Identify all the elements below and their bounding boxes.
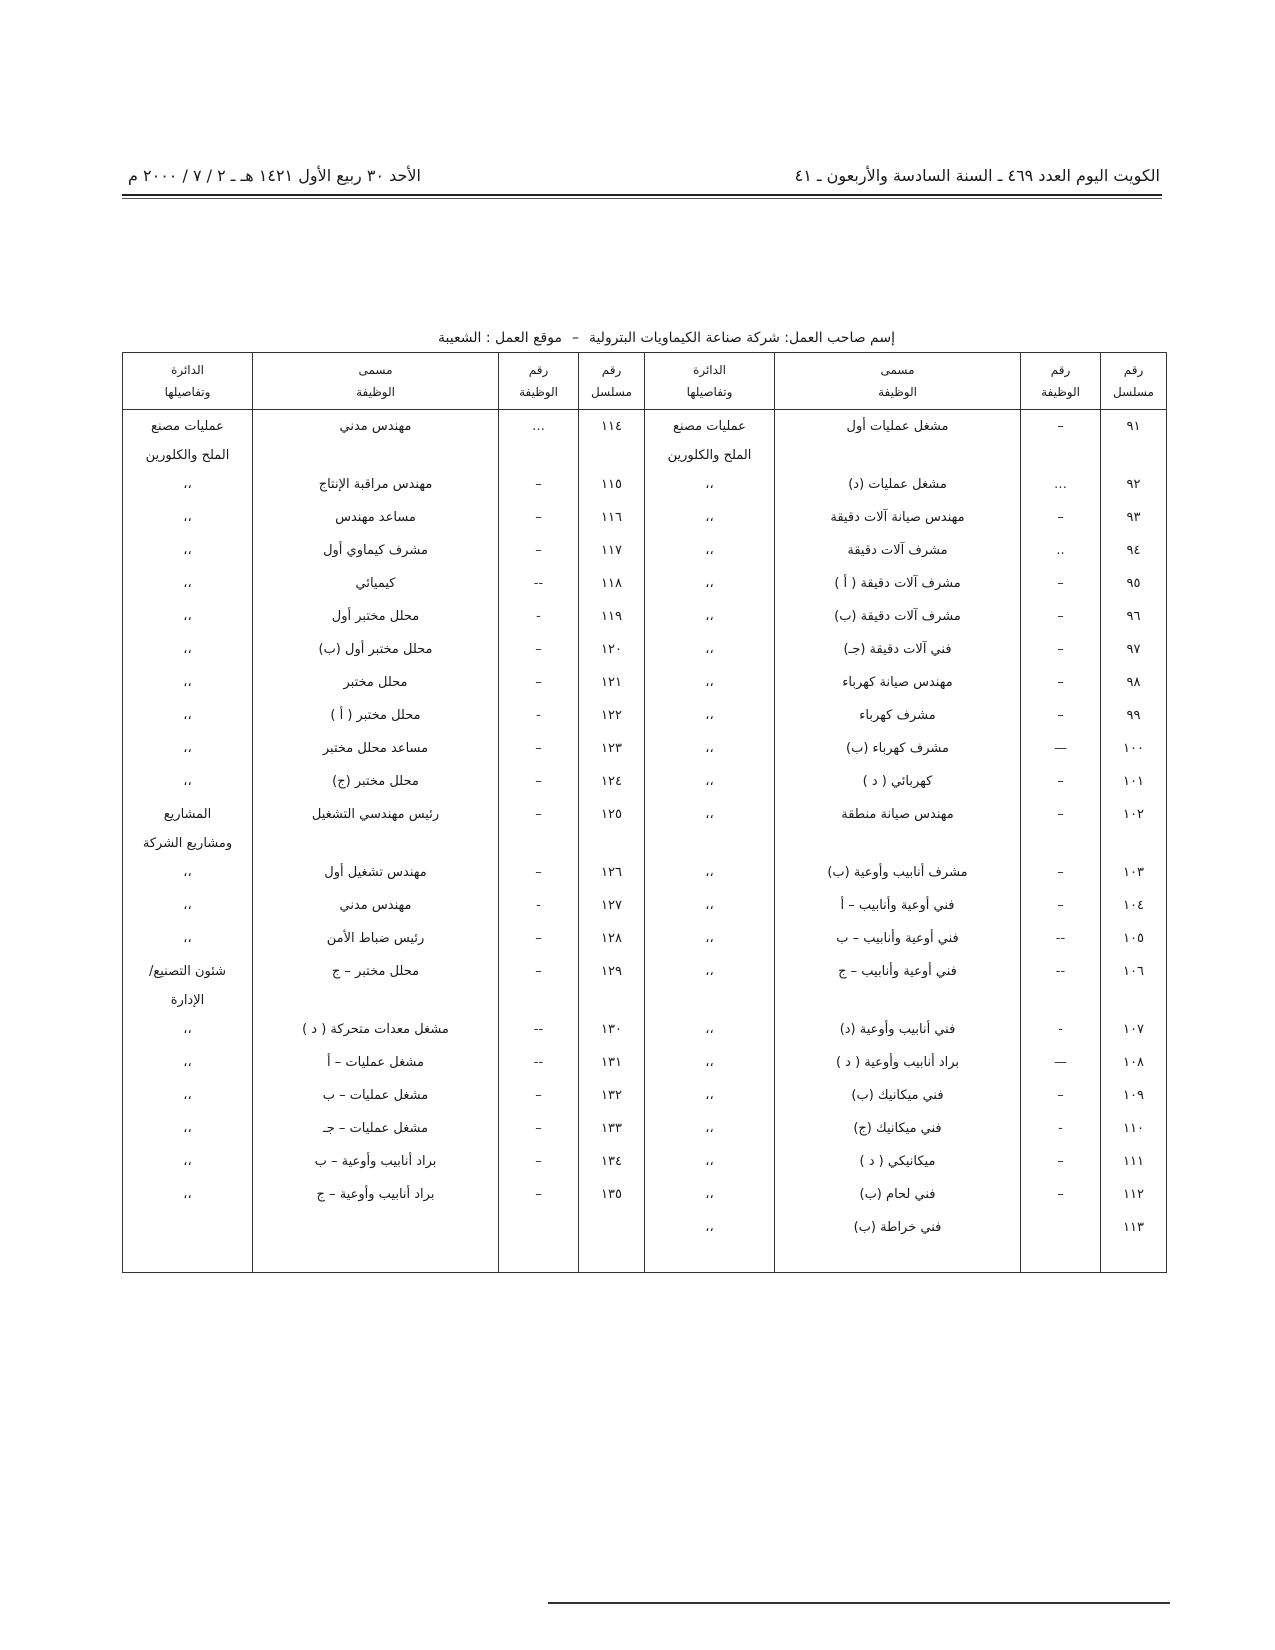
department-cell: ،،	[123, 1046, 253, 1079]
department-cell: ،،	[645, 765, 775, 798]
serial-cell: ٩٣	[1101, 501, 1167, 534]
department-cell: ،،	[123, 856, 253, 889]
job-number-cell: –	[1021, 856, 1101, 889]
job-title-cell: براد أنابيب وأوعية – ب	[253, 1145, 499, 1178]
job-title-cell: رئيس مهندسي التشغيل	[253, 798, 499, 831]
col-header-job-title: مسمى الوظيفة	[253, 353, 499, 410]
serial-cell: ١٠١	[1101, 765, 1167, 798]
department-cell: ،،	[645, 889, 775, 922]
department-cell: الملح والكلورين	[645, 443, 775, 468]
serial-cell: ١٢٨	[579, 922, 645, 955]
department-cell	[645, 831, 775, 856]
job-title-cell	[253, 831, 499, 856]
job-title-cell: محلل مختبر أول	[253, 600, 499, 633]
job-number-cell: –	[499, 1178, 579, 1211]
department-cell: ،،	[123, 765, 253, 798]
serial-cell: ١١٩	[579, 600, 645, 633]
job-number-cell: …	[1021, 468, 1101, 501]
job-title-cell: مشغل عمليات (د)	[775, 468, 1021, 501]
table-row	[123, 765, 1167, 798]
job-number-cell: --	[499, 1013, 579, 1046]
job-number-cell: –	[499, 798, 579, 831]
job-number-cell: –	[1021, 600, 1101, 633]
job-title-cell	[253, 988, 499, 1013]
job-title-cell: فني ميكانيك (ج)	[775, 1112, 1021, 1145]
job-number-cell: –	[1021, 699, 1101, 732]
job-number-cell: –	[499, 468, 579, 501]
department-cell: ،،	[123, 633, 253, 666]
serial-cell: ١١٢	[1101, 1178, 1167, 1211]
serial-cell: ١٣٠	[579, 1013, 645, 1046]
job-title-cell: مشرف كيماوي أول	[253, 534, 499, 567]
header-rule	[122, 194, 1162, 196]
job-number-cell: —	[1021, 1046, 1101, 1079]
department-cell: ،،	[645, 1079, 775, 1112]
job-title-cell: فني أوعية وأنابيب – ب	[775, 922, 1021, 955]
table-row	[123, 831, 1167, 856]
department-cell: ،،	[645, 567, 775, 600]
job-number-cell	[1021, 988, 1101, 1013]
job-number-cell: -	[499, 600, 579, 633]
department-cell: ،،	[645, 732, 775, 765]
job-title-cell: فني خراطة (ب)	[775, 1211, 1021, 1244]
job-title-cell	[775, 443, 1021, 468]
serial-cell: ٩٧	[1101, 633, 1167, 666]
col-header-job-number: رقم الوظيفة	[1021, 353, 1101, 410]
serial-cell: ١٠٧	[1101, 1013, 1167, 1046]
serial-cell: ١١٨	[579, 567, 645, 600]
job-number-cell	[499, 1211, 579, 1244]
department-cell: ،،	[123, 1112, 253, 1145]
job-title-cell: فني لحام (ب)	[775, 1178, 1021, 1211]
job-title-cell: مشرف آلات دقيقة	[775, 534, 1021, 567]
col-header-department: الدائرة وتفاصيلها	[645, 353, 775, 410]
department-cell: ،،	[645, 856, 775, 889]
department-cell: ،،	[645, 666, 775, 699]
serial-cell: ١٢٦	[579, 856, 645, 889]
table-row	[123, 732, 1167, 765]
serial-cell: ١٠٦	[1101, 955, 1167, 988]
serial-cell: ١٠٢	[1101, 798, 1167, 831]
job-number-cell: –	[499, 666, 579, 699]
job-title-cell: محلل مختبر	[253, 666, 499, 699]
department-cell: ،،	[645, 699, 775, 732]
job-title-cell: مهندس صيانة كهرباء	[775, 666, 1021, 699]
department-cell: ،،	[123, 468, 253, 501]
jobs-table	[122, 352, 1167, 1273]
job-number-cell	[1021, 831, 1101, 856]
table-header-row	[123, 353, 1167, 410]
serial-cell: ٩١	[1101, 410, 1167, 444]
table-row	[123, 988, 1167, 1013]
job-title-cell: كيميائي	[253, 567, 499, 600]
job-number-cell: —	[1021, 732, 1101, 765]
job-title-cell: مشغل معدات متحركة ( د )	[253, 1013, 499, 1046]
department-cell: ،،	[123, 567, 253, 600]
empty-cell	[775, 1244, 1021, 1273]
job-number-cell: –	[1021, 798, 1101, 831]
job-number-cell: …	[499, 410, 579, 444]
department-cell: ،،	[123, 501, 253, 534]
department-cell: ،،	[645, 534, 775, 567]
table-row	[123, 534, 1167, 567]
table-row	[123, 798, 1167, 831]
department-cell: ،،	[123, 1145, 253, 1178]
job-number-cell: –	[1021, 889, 1101, 922]
table-row	[123, 1079, 1167, 1112]
department-cell: ،،	[645, 468, 775, 501]
department-cell: ،،	[123, 1079, 253, 1112]
serial-cell: ٩٥	[1101, 567, 1167, 600]
table-row	[123, 633, 1167, 666]
job-title-cell: مشغل عمليات – أ	[253, 1046, 499, 1079]
employer-name: إسم صاحب العمل: شركة صناعة الكيماويات البترولية	[588, 330, 895, 346]
table-row	[123, 699, 1167, 732]
department-cell: المشاريع	[123, 798, 253, 831]
job-number-cell	[499, 443, 579, 468]
job-number-cell: -	[499, 699, 579, 732]
job-number-cell: –	[499, 534, 579, 567]
col-header-serial: رقم مسلسل	[1101, 353, 1167, 410]
table-row	[123, 955, 1167, 988]
serial-cell: ١٢٥	[579, 798, 645, 831]
job-number-cell: –	[499, 1145, 579, 1178]
table-row	[123, 1211, 1167, 1244]
table-row	[123, 922, 1167, 955]
job-title-cell: مهندس تشغيل أول	[253, 856, 499, 889]
serial-cell: ١٣٥	[579, 1178, 645, 1211]
department-cell: عمليات مصنع	[123, 410, 253, 444]
department-cell: ،،	[645, 798, 775, 831]
empty-cell	[1021, 1244, 1101, 1273]
job-title-cell: مشرف آلات دقيقة ( أ )	[775, 567, 1021, 600]
footer-rule	[548, 1602, 1170, 1604]
job-title-cell	[775, 831, 1021, 856]
job-number-cell	[1021, 1211, 1101, 1244]
department-cell: ،،	[645, 922, 775, 955]
job-number-cell: –	[1021, 1178, 1101, 1211]
col-header-job-title: مسمى الوظيفة	[775, 353, 1021, 410]
job-title-cell: مشرف كهرباء (ب)	[775, 732, 1021, 765]
serial-cell: ٩٢	[1101, 468, 1167, 501]
serial-cell	[1101, 988, 1167, 1013]
serial-cell: ١١٠	[1101, 1112, 1167, 1145]
table-row	[123, 1178, 1167, 1211]
job-number-cell: –	[1021, 501, 1101, 534]
table-row	[123, 1112, 1167, 1145]
department-cell: ،،	[123, 699, 253, 732]
job-number-cell: –	[1021, 1145, 1101, 1178]
table-row	[123, 443, 1167, 468]
serial-cell: ١٢٢	[579, 699, 645, 732]
job-number-cell: –	[1021, 567, 1101, 600]
job-title-cell: فني أوعية وأنابيب – أ	[775, 889, 1021, 922]
department-cell: ،،	[123, 534, 253, 567]
job-number-cell: –	[499, 955, 579, 988]
job-title-cell: فني أنابيب وأوعية (د)	[775, 1013, 1021, 1046]
job-number-cell: –	[1021, 633, 1101, 666]
job-number-cell: --	[499, 1046, 579, 1079]
serial-cell: ١٢٠	[579, 633, 645, 666]
job-title-cell: محلل مختبر ( أ )	[253, 699, 499, 732]
empty-cell	[499, 1244, 579, 1273]
serial-cell: ١٣٢	[579, 1079, 645, 1112]
serial-cell: ١٣١	[579, 1046, 645, 1079]
department-cell: ومشاريع الشركة	[123, 831, 253, 856]
serial-cell	[579, 443, 645, 468]
job-number-cell: -	[1021, 1112, 1101, 1145]
job-number-cell: –	[499, 633, 579, 666]
table-row	[123, 410, 1167, 444]
job-number-cell: –	[1021, 410, 1101, 444]
serial-cell: ١٠٤	[1101, 889, 1167, 922]
table-row	[123, 567, 1167, 600]
serial-cell: ١٠٣	[1101, 856, 1167, 889]
serial-cell: ١٢١	[579, 666, 645, 699]
job-number-cell: –	[499, 732, 579, 765]
department-cell: ،،	[123, 666, 253, 699]
serial-cell: ١٢٤	[579, 765, 645, 798]
job-number-cell: –	[499, 1079, 579, 1112]
gazette-issue-header: الكويت اليوم العدد ٤٦٩ ـ السنة السادسة والأربعون ـ ٤١	[794, 166, 1160, 185]
job-title-cell: مشغل عمليات – جـ	[253, 1112, 499, 1145]
header-rule-thin	[122, 198, 1162, 199]
department-cell: ،،	[123, 600, 253, 633]
serial-cell: ١٠٨	[1101, 1046, 1167, 1079]
department-cell: شئون التصنيع/	[123, 955, 253, 988]
work-location: موقع العمل : الشعيبة	[438, 330, 562, 346]
department-cell: الملح والكلورين	[123, 443, 253, 468]
serial-cell: ١١٦	[579, 501, 645, 534]
job-number-cell: –	[1021, 765, 1101, 798]
serial-cell: ١١٧	[579, 534, 645, 567]
job-title-cell: مشغل عمليات – ب	[253, 1079, 499, 1112]
job-title-cell	[775, 988, 1021, 1013]
empty-cell	[123, 1244, 253, 1273]
empty-cell	[579, 1244, 645, 1273]
job-number-cell: –	[499, 501, 579, 534]
department-cell: ،،	[123, 922, 253, 955]
job-title-cell: براد أنابيب وأوعية – ج	[253, 1178, 499, 1211]
job-title-cell: مشرف آلات دقيقة (ب)	[775, 600, 1021, 633]
job-number-cell: -	[499, 889, 579, 922]
serial-cell: ١٢٧	[579, 889, 645, 922]
department-cell: ،،	[645, 955, 775, 988]
job-number-cell	[1021, 443, 1101, 468]
job-title-cell	[253, 443, 499, 468]
job-title-cell: مهندس مراقبة الإنتاج	[253, 468, 499, 501]
job-title-cell: محلل مختبر أول (ب)	[253, 633, 499, 666]
table-row	[123, 600, 1167, 633]
job-title-cell: كهربائي ( د )	[775, 765, 1021, 798]
col-header-serial: رقم مسلسل	[579, 353, 645, 410]
empty-cell	[645, 1244, 775, 1273]
empty-cell	[1101, 1244, 1167, 1273]
table-row	[123, 889, 1167, 922]
job-title-cell: رئيس ضباط الأمن	[253, 922, 499, 955]
job-title-cell: مهندس صيانة منطقة	[775, 798, 1021, 831]
serial-cell: ١٣٣	[579, 1112, 645, 1145]
serial-cell: ١٣٤	[579, 1145, 645, 1178]
serial-cell: ٩٦	[1101, 600, 1167, 633]
serial-cell	[1101, 443, 1167, 468]
department-cell: ،،	[645, 1046, 775, 1079]
job-number-cell	[499, 831, 579, 856]
job-title-cell: مشرف كهرباء	[775, 699, 1021, 732]
col-header-job-number: رقم الوظيفة	[499, 353, 579, 410]
serial-cell: ١١٣	[1101, 1211, 1167, 1244]
job-number-cell: --	[499, 567, 579, 600]
serial-cell: ١٢٣	[579, 732, 645, 765]
job-number-cell: –	[499, 765, 579, 798]
department-cell: ،،	[645, 501, 775, 534]
job-number-cell	[499, 988, 579, 1013]
job-title-cell: مهندس صيانة آلات دقيقة	[775, 501, 1021, 534]
department-cell: ،،	[645, 1145, 775, 1178]
table-row	[123, 468, 1167, 501]
col-header-department: الدائرة وتفاصيلها	[123, 353, 253, 410]
table-row	[123, 501, 1167, 534]
job-title-cell: مشرف أنابيب وأوعية (ب)	[775, 856, 1021, 889]
serial-cell: ١٠٩	[1101, 1079, 1167, 1112]
serial-cell	[579, 988, 645, 1013]
serial-cell: ١١٥	[579, 468, 645, 501]
department-cell: ،،	[645, 1112, 775, 1145]
serial-cell: ١٢٩	[579, 955, 645, 988]
job-title-cell: فني أوعية وأنابيب – ج	[775, 955, 1021, 988]
table-row	[123, 1145, 1167, 1178]
job-title-cell: محلل مختبر (ج)	[253, 765, 499, 798]
job-title-cell: مساعد مهندس	[253, 501, 499, 534]
job-number-cell: –	[1021, 1079, 1101, 1112]
department-cell: ،،	[123, 1013, 253, 1046]
job-title-cell: ميكانيكي ( د )	[775, 1145, 1021, 1178]
department-cell: ،،	[645, 633, 775, 666]
table-row	[123, 856, 1167, 889]
table-row	[123, 666, 1167, 699]
department-cell: ،،	[645, 600, 775, 633]
job-title-cell: فني آلات دقيقة (جـ)	[775, 633, 1021, 666]
job-title-cell: مهندس مدني	[253, 889, 499, 922]
serial-cell	[579, 1211, 645, 1244]
job-title-cell: مهندس مدني	[253, 410, 499, 444]
department-cell: ،،	[123, 732, 253, 765]
job-number-cell: --	[1021, 922, 1101, 955]
gazette-date-header: الأحد ٣٠ ربيع الأول ١٤٢١ هـ ـ ٢ / ٧ / ٢٠٠٠ م	[128, 166, 421, 185]
job-title-cell: محلل مختبر – ج	[253, 955, 499, 988]
department-cell: ،،	[645, 1013, 775, 1046]
department-cell: ،،	[123, 889, 253, 922]
empty-cell	[253, 1244, 499, 1273]
job-title-cell: براد أنابيب وأوعية ( د )	[775, 1046, 1021, 1079]
job-number-cell: –	[499, 856, 579, 889]
job-title-cell: فني ميكانيك (ب)	[775, 1079, 1021, 1112]
department-cell: ،،	[123, 1178, 253, 1211]
department-cell: ،،	[645, 1211, 775, 1244]
job-title-cell: مساعد محلل مختبر	[253, 732, 499, 765]
serial-cell: ٩٤	[1101, 534, 1167, 567]
department-cell: الإدارة	[123, 988, 253, 1013]
job-number-cell: --	[1021, 955, 1101, 988]
department-cell: عمليات مصنع	[645, 410, 775, 444]
department-cell: ،،	[645, 1178, 775, 1211]
job-number-cell: –	[499, 1112, 579, 1145]
serial-cell: ١٠٥	[1101, 922, 1167, 955]
serial-cell	[1101, 831, 1167, 856]
table-row	[123, 1013, 1167, 1046]
table-row	[123, 1046, 1167, 1079]
serial-cell: ١١١	[1101, 1145, 1167, 1178]
serial-cell: ٩٩	[1101, 699, 1167, 732]
job-number-cell: ..	[1021, 534, 1101, 567]
serial-cell: ١٠٠	[1101, 732, 1167, 765]
job-number-cell: –	[499, 922, 579, 955]
serial-cell	[579, 831, 645, 856]
job-title-cell	[253, 1211, 499, 1244]
department-cell	[645, 988, 775, 1013]
job-number-cell: –	[1021, 666, 1101, 699]
job-number-cell: -	[1021, 1013, 1101, 1046]
employer-line	[320, 330, 895, 346]
serial-cell: ١١٤	[579, 410, 645, 444]
serial-cell: ٩٨	[1101, 666, 1167, 699]
table-filler-row	[123, 1244, 1167, 1273]
department-cell	[123, 1211, 253, 1244]
job-title-cell: مشغل عمليات أول	[775, 410, 1021, 444]
employer-separator: –	[571, 330, 579, 346]
